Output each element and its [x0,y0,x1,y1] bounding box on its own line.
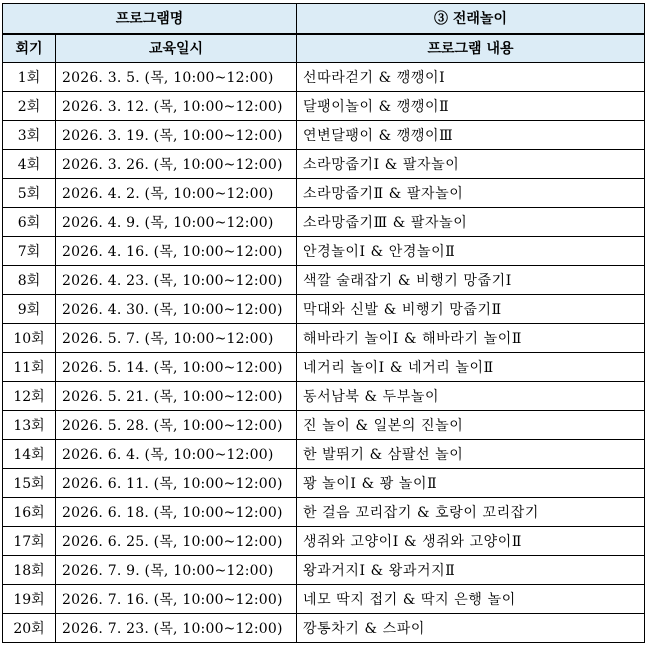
content-cell: 연변달팽이 & 깽깽이Ⅲ [297,121,645,150]
round-cell: 2회 [3,92,56,121]
content-cell: 소라망줍기Ⅱ & 팔자놀이 [297,179,645,208]
table-row [3,266,645,295]
round-cell: 12회 [3,382,56,411]
table-body [3,63,645,643]
date-cell: 2026. 4. 23. (목, 10:00~12:00) [56,266,297,295]
table-row [3,469,645,498]
table-row [3,179,645,208]
table-row [3,614,645,643]
content-cell: 꽝 놀이Ⅰ & 꽝 놀이Ⅱ [297,469,645,498]
table-row [3,63,645,92]
table-header [3,4,645,63]
content-cell: 한 걸음 꼬리잡기 & 호랑이 꼬리잡기 [297,498,645,527]
round-cell: 10회 [3,324,56,353]
content-cell: 선따라걷기 & 깽깽이Ⅰ [297,63,645,92]
content-cell: 네모 딱지 접기 & 딱지 은행 놀이 [297,585,645,614]
round-cell: 16회 [3,498,56,527]
content-cell: 깡통차기 & 스파이 [297,614,645,643]
table-row [3,92,645,121]
table-row [3,556,645,585]
header-row-columns [3,34,645,63]
content-cell: 막대와 신발 & 비행기 망줍기Ⅱ [297,295,645,324]
round-cell: 15회 [3,469,56,498]
content-cell: 동서남북 & 두부놀이 [297,382,645,411]
round-cell: 17회 [3,527,56,556]
date-cell: 2026. 4. 30. (목, 10:00~12:00) [56,295,297,324]
table-row [3,208,645,237]
table-row [3,237,645,266]
content-cell: 안경놀이Ⅰ & 안경놀이Ⅱ [297,237,645,266]
column-header-content: 프로그램 내용 [297,34,645,63]
table-row [3,411,645,440]
date-cell: 2026. 5. 28. (목, 10:00~12:00) [56,411,297,440]
date-cell: 2026. 6. 4. (목, 10:00~12:00) [56,440,297,469]
content-cell: 생쥐와 고양이Ⅰ & 생쥐와 고양이Ⅱ [297,527,645,556]
date-cell: 2026. 5. 21. (목, 10:00~12:00) [56,382,297,411]
date-cell: 2026. 3. 12. (목, 10:00~12:00) [56,92,297,121]
content-cell: 한 발뛰기 & 삼팔선 놀이 [297,440,645,469]
column-header-date: 교육일시 [56,34,297,63]
table-row [3,150,645,179]
content-cell: 진 놀이 & 일본의 진놀이 [297,411,645,440]
table-row [3,585,645,614]
date-cell: 2026. 3. 5. (목, 10:00~12:00) [56,63,297,92]
content-cell: 소라망줍기Ⅰ & 팔자놀이 [297,150,645,179]
content-cell: 네거리 놀이Ⅰ & 네거리 놀이Ⅱ [297,353,645,382]
table-row [3,324,645,353]
round-cell: 9회 [3,295,56,324]
table-row [3,382,645,411]
table-row [3,121,645,150]
date-cell: 2026. 7. 23. (목, 10:00~12:00) [56,614,297,643]
date-cell: 2026. 4. 2. (목, 10:00~12:00) [56,179,297,208]
date-cell: 2026. 3. 19. (목, 10:00~12:00) [56,121,297,150]
content-cell: 색깔 술래잡기 & 비행기 망줍기Ⅰ [297,266,645,295]
round-cell: 5회 [3,179,56,208]
round-cell: 19회 [3,585,56,614]
date-cell: 2026. 5. 14. (목, 10:00~12:00) [56,353,297,382]
round-cell: 7회 [3,237,56,266]
round-cell: 6회 [3,208,56,237]
date-cell: 2026. 6. 11. (목, 10:00~12:00) [56,469,297,498]
content-cell: 소라망줍기Ⅲ & 팔자놀이 [297,208,645,237]
content-cell: 왕과거지Ⅰ & 왕과거지Ⅱ [297,556,645,585]
round-cell: 20회 [3,614,56,643]
table-row [3,295,645,324]
round-cell: 13회 [3,411,56,440]
round-cell: 18회 [3,556,56,585]
program-title: ③ 전래놀이 [297,4,645,34]
table-row [3,498,645,527]
date-cell: 2026. 4. 16. (목, 10:00~12:00) [56,237,297,266]
round-cell: 8회 [3,266,56,295]
content-cell: 해바라기 놀이Ⅰ & 해바라기 놀이Ⅱ [297,324,645,353]
round-cell: 14회 [3,440,56,469]
program-name-label: 프로그램명 [3,4,297,34]
date-cell: 2026. 7. 9. (목, 10:00~12:00) [56,556,297,585]
round-cell: 1회 [3,63,56,92]
table-row [3,440,645,469]
round-cell: 4회 [3,150,56,179]
round-cell: 11회 [3,353,56,382]
column-header-round: 회기 [3,34,56,63]
header-row-program [3,4,645,34]
table-row [3,353,645,382]
table-row [3,527,645,556]
date-cell: 2026. 6. 25. (목, 10:00~12:00) [56,527,297,556]
date-cell: 2026. 5. 7. (목, 10:00~12:00) [56,324,297,353]
date-cell: 2026. 6. 18. (목, 10:00~12:00) [56,498,297,527]
round-cell: 3회 [3,121,56,150]
date-cell: 2026. 7. 16. (목, 10:00~12:00) [56,585,297,614]
date-cell: 2026. 3. 26. (목, 10:00~12:00) [56,150,297,179]
program-schedule-table [2,3,645,643]
date-cell: 2026. 4. 9. (목, 10:00~12:00) [56,208,297,237]
content-cell: 달팽이놀이 & 깽깽이Ⅱ [297,92,645,121]
